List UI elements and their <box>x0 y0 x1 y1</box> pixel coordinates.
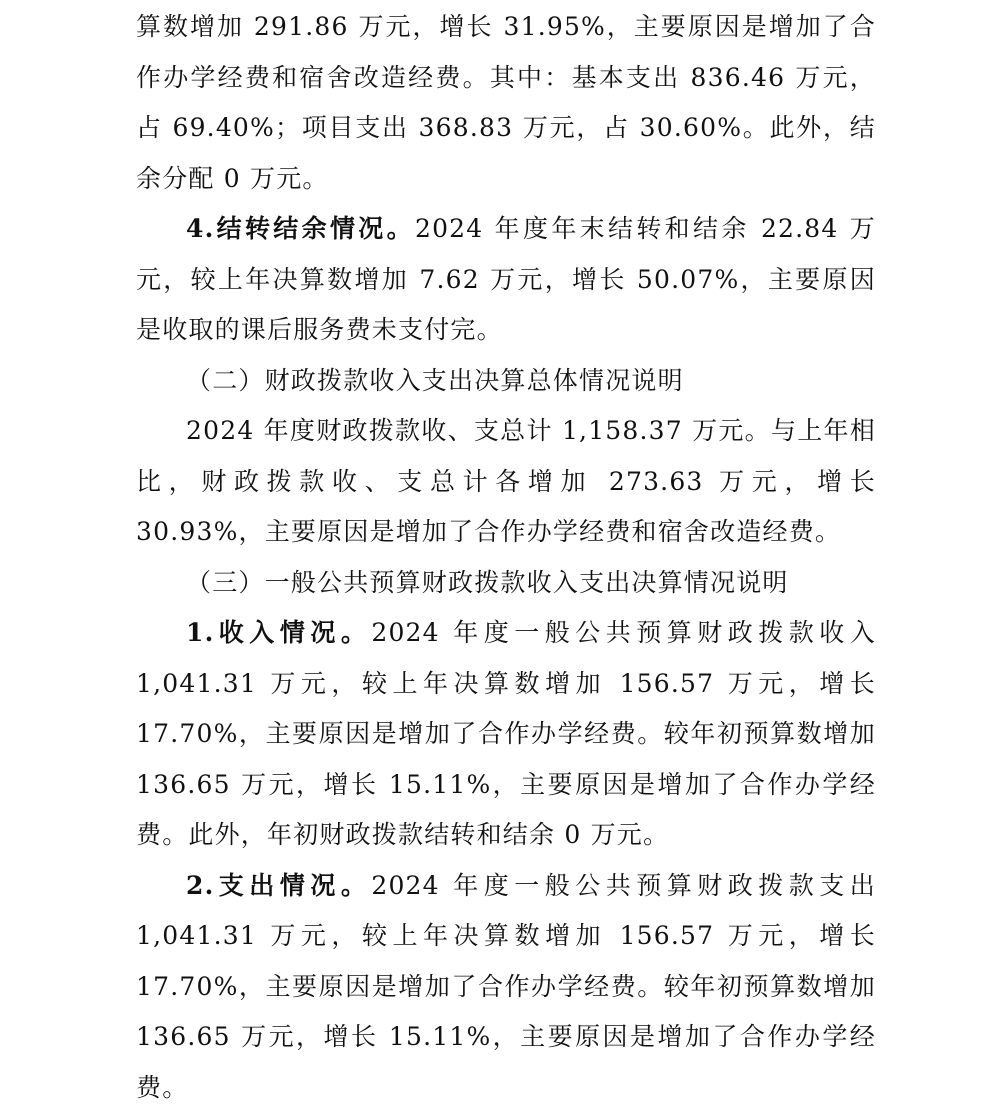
paragraph-carryover-balance <box>136 204 876 356</box>
section-lead-expenditure: 2.支出情况。 <box>186 871 371 900</box>
section-lead-carryover: 4.结转结余情况。 <box>186 214 415 243</box>
paragraph-expenditure <box>136 861 876 1113</box>
paragraph-expenditure-continued: 算数增加 291.86 万元，增长 31.95%，主要原因是增加了合作办学经费和宿舍改造经费。其中：基本支出 836.46 万元，占 69.40%；项目支出 368.83 万元，占 30.60%。此外，结余分配 0 万元。 <box>136 2 876 204</box>
section-heading-general-budget: （三）一般公共预算财政拨款收入支出决算情况说明 <box>136 558 876 609</box>
section-heading-fiscal-overview: （二）财政拨款收入支出决算总体情况说明 <box>136 356 876 407</box>
paragraph-fiscal-overview: 2024 年度财政拨款收、支总计 1,158.37 万元。与上年相比，财政拨款收、支总计各增加 273.63 万元，增长 30.93%，主要原因是增加了合作办学经费和宿舍改造经费。 <box>136 406 876 558</box>
section-lead-income: 1.收入情况。 <box>186 618 371 647</box>
document-page <box>136 0 876 1113</box>
paragraph-carryover-text: 2024 年度年末结转和结余 22.84 万元，较上年决算数增加 7.62 万元，增长 50.07%，主要原因是收取的课后服务费未支付完。 <box>136 214 876 344</box>
paragraph-income <box>136 608 876 861</box>
paragraph-expenditure-text: 2024 年度一般公共预算财政拨款支出 1,041.31 万元，较上年决算数增加 156.57 万元，增长 17.70%，主要原因是增加了合作办学经费。较年初预算数增加 136.65 万元，增长 15.11%，主要原因是增加了合作办学经费。 <box>136 871 876 1102</box>
paragraph-income-text: 2024 年度一般公共预算财政拨款收入 1,041.31 万元，较上年决算数增加 156.57 万元，增长 17.70%，主要原因是增加了合作办学经费。较年初预算数增加 136.65 万元，增长 15.11%，主要原因是增加了合作办学经费。此外，年初财政拨款结转和结余 0 万元。 <box>136 618 876 849</box>
